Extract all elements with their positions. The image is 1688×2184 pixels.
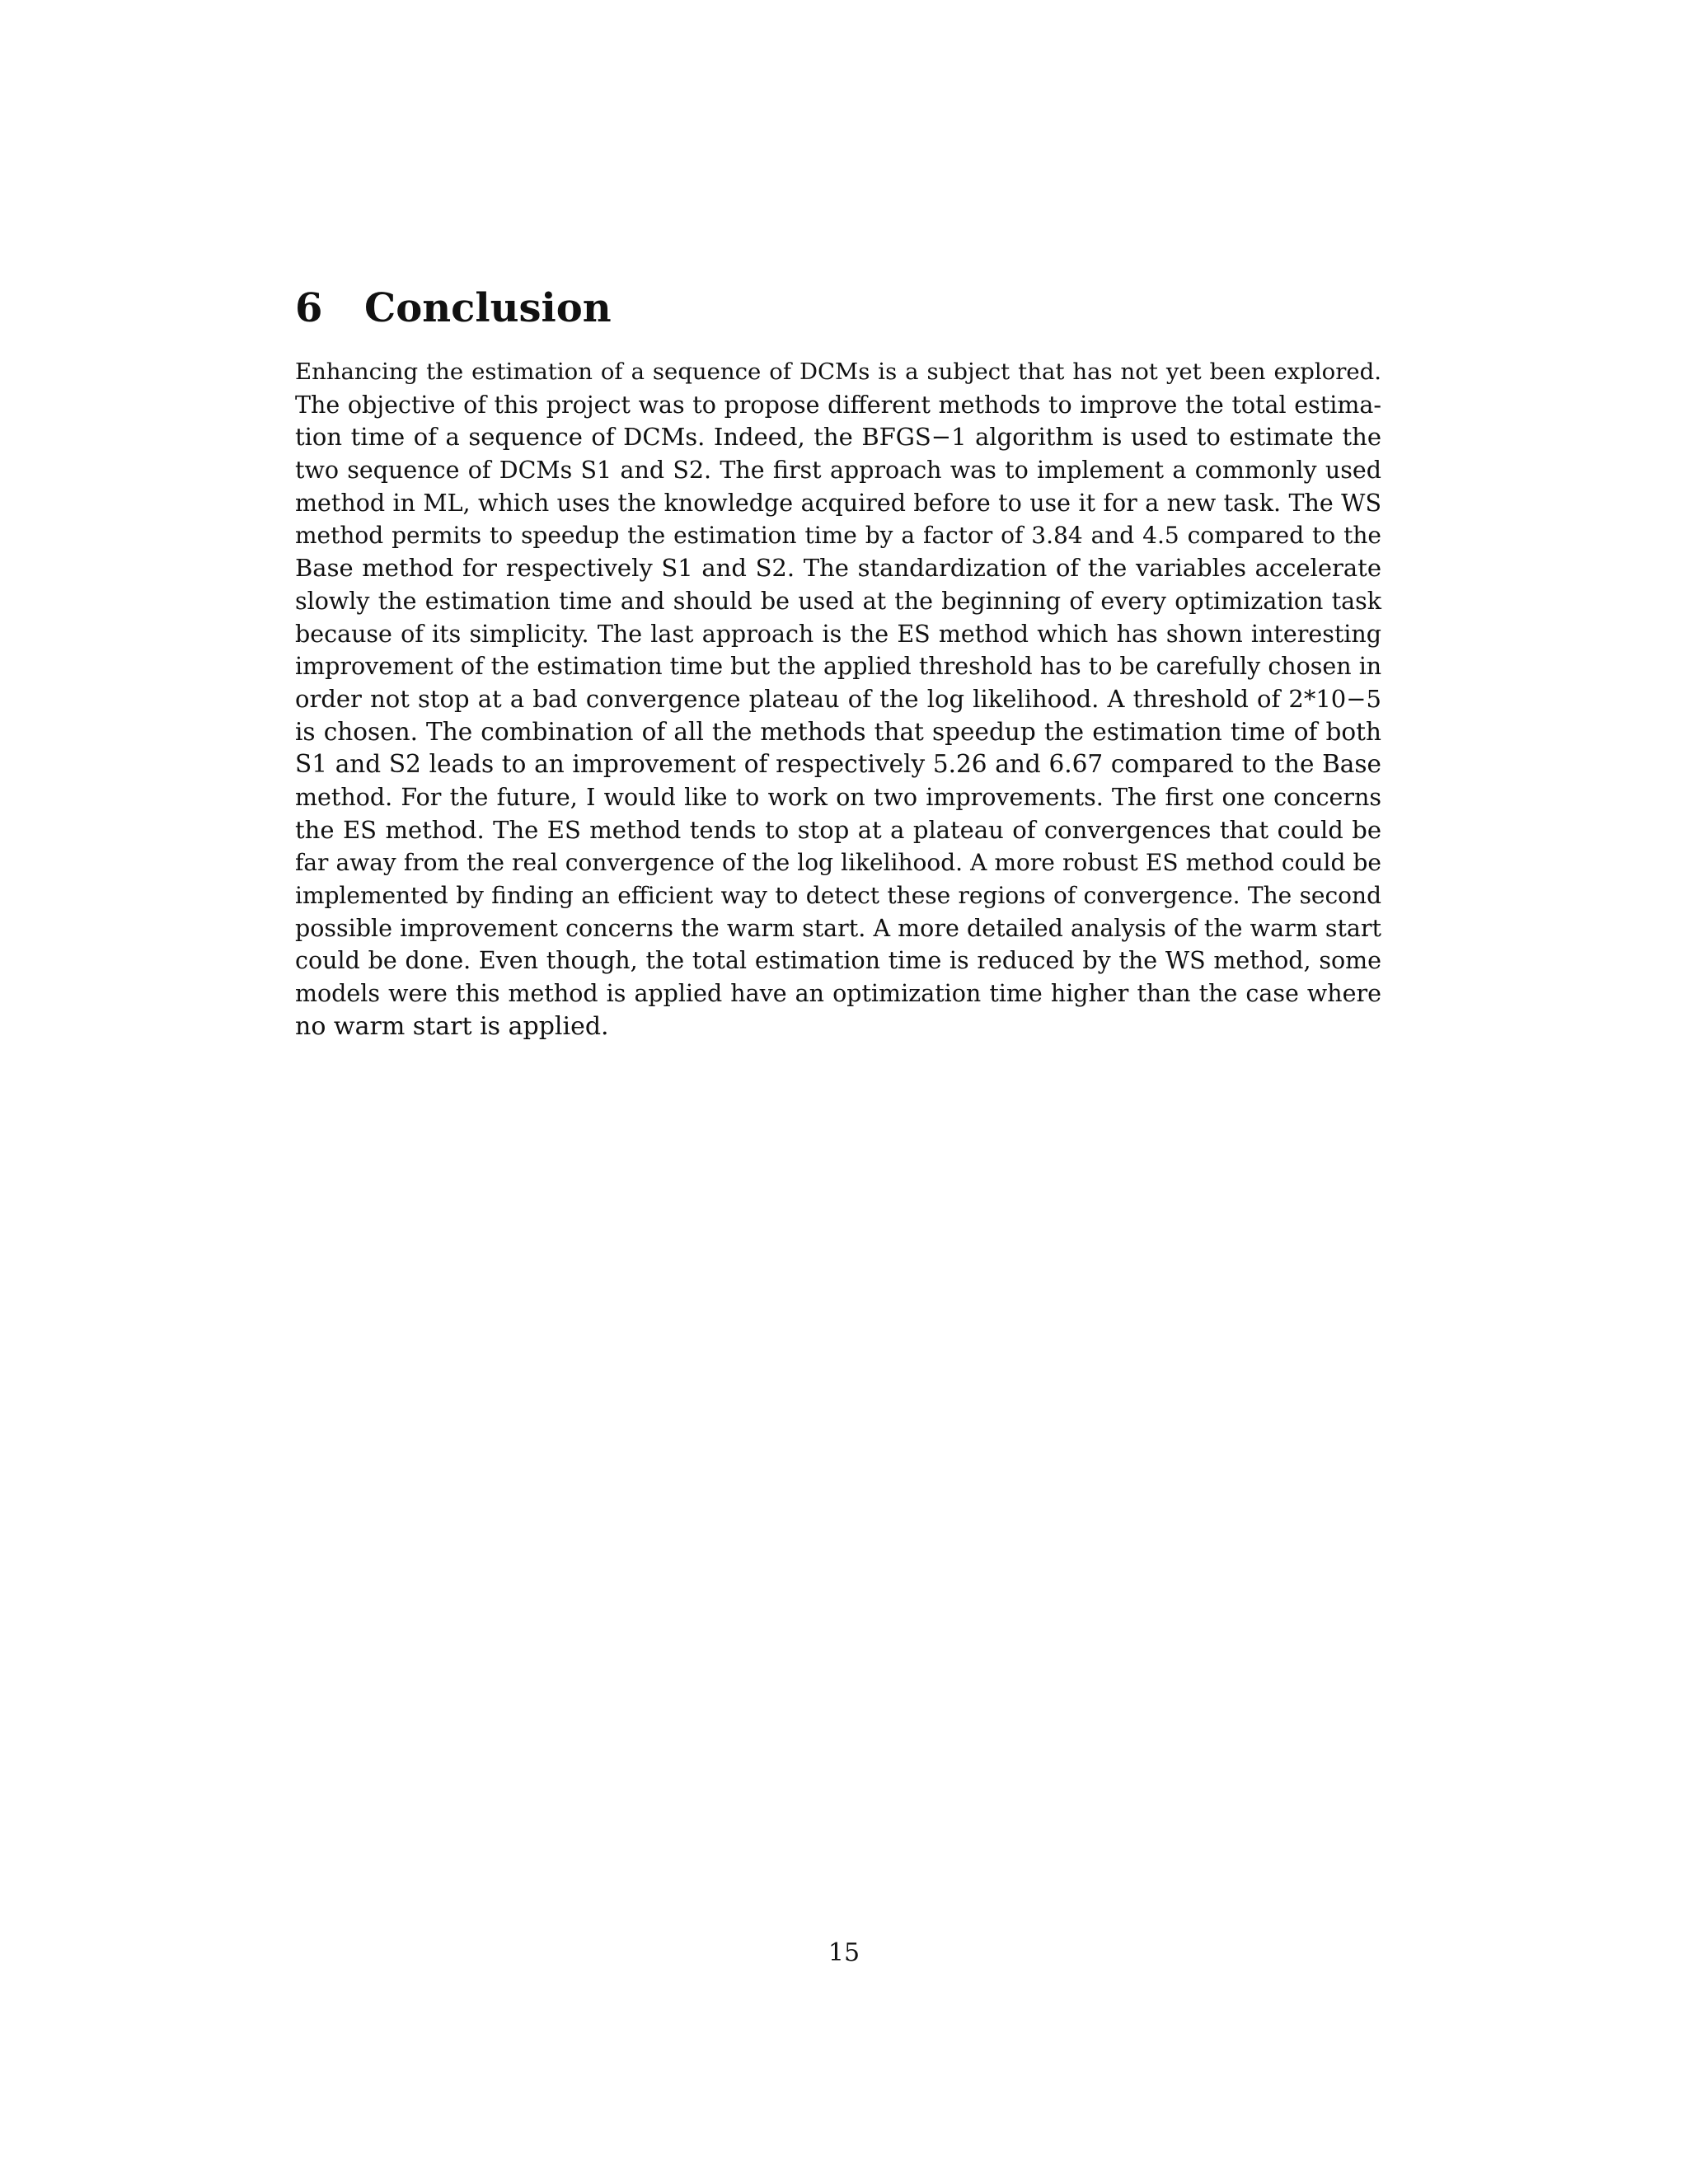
paragraph-line: could be done. Even though, the total estimation time is reduced by the WS method, some — [295, 947, 1381, 975]
section-title: Conclusion — [364, 285, 612, 331]
section-heading — [295, 282, 612, 335]
paragraph-line: S1 and S2 leads to an improvement of respectively 5.26 and 6.67 compared to the Base — [295, 750, 1381, 779]
paragraph-line: models were this method is applied have an optimization time higher than the case where — [295, 980, 1381, 1008]
conclusion-paragraph — [295, 356, 1381, 1043]
paragraph-line: possible improvement concerns the warm start. A more detailed analysis of the warm start — [295, 914, 1381, 942]
paragraph-line: slowly the estimation time and should be used at the beginning of every optimization task — [295, 587, 1381, 615]
paragraph-line: no warm start is applied. — [295, 1011, 609, 1041]
paragraph-line: far away from the real convergence of the log likelihood. A more robust ES method could be — [295, 849, 1381, 877]
section-number: 6 — [295, 285, 323, 331]
paragraph-line: implemented by finding an efficient way to detect these regions of convergence. The second — [295, 882, 1381, 909]
paragraph-line: two sequence of DCMs S1 and S2. The first approach was to implement a commonly used — [295, 457, 1381, 485]
paragraph-line: because of its simplicity. The last approach is the ES method which has shown interesting — [295, 620, 1381, 648]
paragraph-line: The objective of this project was to propose different methods to improve the total estima- — [295, 391, 1381, 419]
paragraph-line: order not stop at a bad convergence plateau of the log likelihood. A threshold of 2*10−5 — [295, 684, 1381, 713]
paragraph-line: is chosen. The combination of all the methods that speedup the estimation time of both — [295, 717, 1381, 746]
paragraph-line: improvement of the estimation time but the applied threshold has to be carefully chosen in — [295, 653, 1382, 681]
paragraph-line: Enhancing the estimation of a sequence of DCMs is a subject that has not yet been explored. — [295, 359, 1381, 385]
paragraph-line: tion time of a sequence of DCMs. Indeed, the BFGS−1 algorithm is used to estimate the — [295, 423, 1381, 452]
paragraph-line: the ES method. The ES method tends to stop at a plateau of convergences that could be — [295, 815, 1381, 844]
paragraph-line: method permits to speedup the estimation time by a factor of 3.84 and 4.5 compared to the — [295, 522, 1381, 550]
page-number: 15 — [828, 1938, 860, 1967]
paragraph-line: Base method for respectively S1 and S2. The standardization of the variables accelerate — [295, 554, 1381, 583]
paragraph-line: method. For the future, I would like to work on two improvements. The first one concerns — [295, 783, 1381, 811]
paragraph-line: method in ML, which uses the knowledge acquired before to use it for a new task. The WS — [295, 489, 1381, 517]
